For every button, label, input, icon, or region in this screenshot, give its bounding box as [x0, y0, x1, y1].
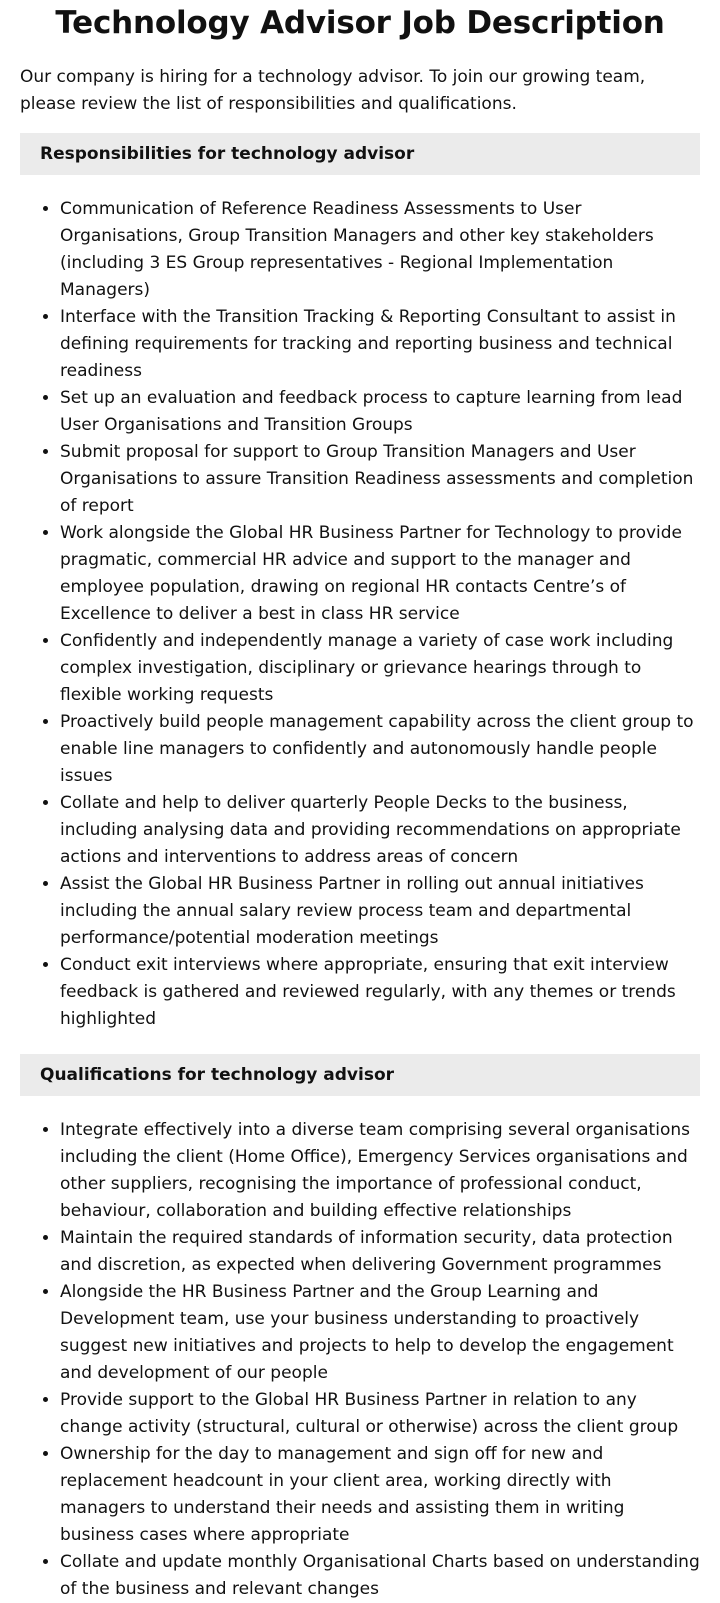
qualification-item: • Provide support to the Global HR Business Partner in relation to any change activity (structural, cultural or otherwise) across the client group	[60, 1387, 700, 1441]
responsibility-item: • Proactively build people management capability across the client group to enable line managers to confidently and autonomously handle people issues	[60, 709, 700, 790]
intro-paragraph: Our company is hiring for a technology advisor. To join our growing team, please review the list of responsibilities and qualifications.	[20, 67, 646, 114]
responsibility-item: • Work alongside the Global HR Business Partner for Technology to provide pragmatic, commercial HR advice and support to the manager and employee population, drawing on regional HR contacts Centre’s of Excellence to deliver a best in class HR service	[60, 520, 700, 628]
responsibilities-heading: Responsibilities for technology advisor	[20, 133, 700, 175]
responsibility-item: • Collate and help to deliver quarterly People Decks to the business, including analysing data and providing recommendations on appropriate actions and interventions to address areas of concern	[60, 790, 700, 871]
qualification-item: • Integrate effectively into a diverse team comprising several organisations including the client (Home Office), Emergency Services organisations and other suppliers, recognising the importance of professional conduct, behaviour, collaboration and building effective relationships	[60, 1117, 700, 1225]
page-title: Technology Advisor Job Description	[55, 5, 665, 41]
qualification-item: • Collate and update monthly Organisational Charts based on understanding of the business and relevant changes	[60, 1549, 700, 1603]
responsibility-item: • Confidently and independently manage a variety of case work including complex investigation, disciplinary or grievance hearings through to flexible working requests	[60, 628, 700, 709]
responsibilities-list	[20, 196, 700, 1033]
qualification-item: • Alongside the HR Business Partner and the Group Learning and Development team, use your business understanding to proactively suggest new initiatives and projects to help to develop the engagement and development of our people	[60, 1279, 700, 1387]
qualification-item: • Maintain the required standards of information security, data protection and discretion, as expected when delivering Government programmes	[60, 1225, 700, 1279]
responsibility-item: • Set up an evaluation and feedback process to capture learning from lead User Organisations and Transition Groups	[60, 385, 700, 439]
responsibility-item: • Conduct exit interviews where appropriate, ensuring that exit interview feedback is gathered and reviewed regularly, with any themes or trends highlighted	[60, 952, 700, 1033]
qualifications-heading: Qualifications for technology advisor	[20, 1054, 700, 1096]
qualifications-list	[20, 1117, 700, 1603]
responsibility-item: • Communication of Reference Readiness Assessments to User Organisations, Group Transition Managers and other key stakeholders (including 3 ES Group representatives - Regional Implementation Managers)	[60, 196, 700, 304]
responsibility-item: • Assist the Global HR Business Partner in rolling out annual initiatives including the annual salary review process team and departmental performance/potential moderation meetings	[60, 871, 700, 952]
responsibility-item: • Submit proposal for support to Group Transition Managers and User Organisations to assure Transition Readiness assessments and completion of report	[60, 439, 700, 520]
qualification-item: • Ownership for the day to management and sign off for new and replacement headcount in your client area, working directly with managers to understand their needs and assisting them in writing business cases where appropriate	[60, 1441, 700, 1549]
responsibility-item: • Interface with the Transition Tracking & Reporting Consultant to assist in defining requirements for tracking and reporting business and technical readiness	[60, 304, 700, 385]
